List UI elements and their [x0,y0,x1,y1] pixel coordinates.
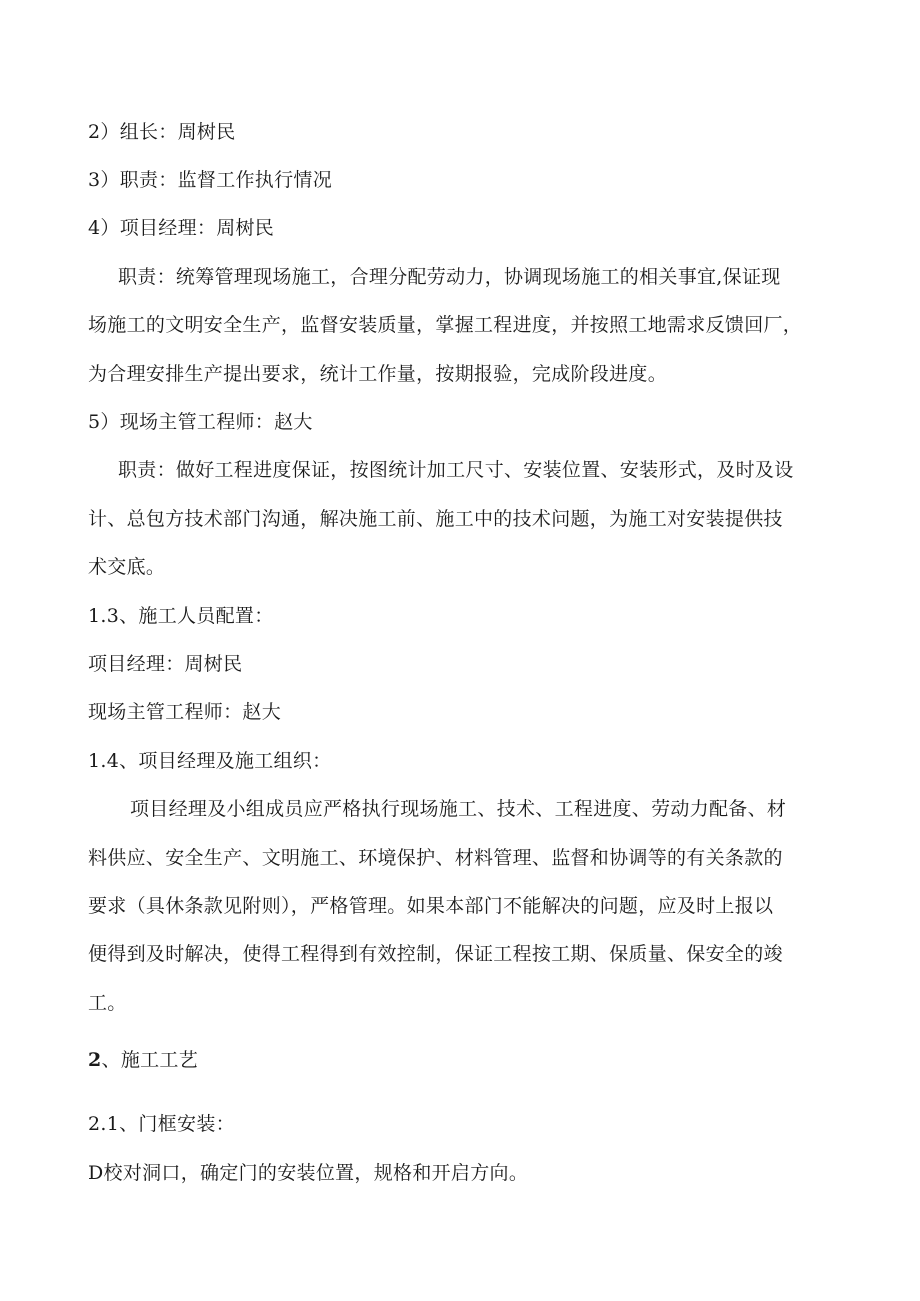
text-line: 为合理安排生产提出要求，统计工作量，按期报验，完成阶段进度。 [88,363,668,385]
text-line: 职责：做好工程进度保证，按图统计加工尺寸、安装位置、安装形式，及时及设 [118,459,794,481]
text-line: 5）现场主管工程师：赵大 [88,411,313,433]
text-line: 4）项目经理：周树民 [88,217,275,239]
text-line: 1.4、项目经理及施工组织： [88,750,332,772]
text-line: 3）职责：监督工作执行情况 [88,169,332,191]
text-line: 术交底。 [88,556,166,578]
section-title: 、施工工艺 [101,1049,199,1071]
text-line: 1.3、施工人员配置： [88,605,274,627]
text-line: 职责：统筹管理现场施工，合理分配劳动力，协调现场施工的相关事宜,保证现 [118,266,781,288]
text-line: D校对洞口，确定门的安装位置，规格和开启方向。 [88,1162,529,1184]
text-line: 场施工的文明安全生产，监督安装质量，掌握工程进度，并按照工地需求反馈回厂， [88,314,803,336]
text-line: 2.1、门框安装： [88,1113,235,1135]
text-line: 便得到及时解决，使得工程得到有效控制，保证工程按工期、保质量、保安全的竣 [88,943,783,965]
section-heading [88,1047,828,1073]
text-line: 项目经理：周树民 [88,653,243,675]
text-line: 计、总包方技术部门沟通，解决施工前、施工中的技术问题，为施工对安装提供技 [88,508,783,530]
text-line: 要求（具休条款见附则），严格管理。如果本部门不能解决的问题，应及时上报以 [88,895,774,917]
text-line: 项目经理及小组成员应严格执行现场施工、技术、工程进度、劳动力配备、材 [130,798,787,820]
text-line: 料供应、安全生产、文明施工、环境保护、材料管理、监督和协调等的有关条款的 [88,847,783,869]
text-line: 现场主管工程师：赵大 [88,701,282,723]
text-line: 2）组长：周树民 [88,121,236,143]
text-line: 工。 [88,992,127,1014]
section-number: 2 [88,1049,102,1071]
